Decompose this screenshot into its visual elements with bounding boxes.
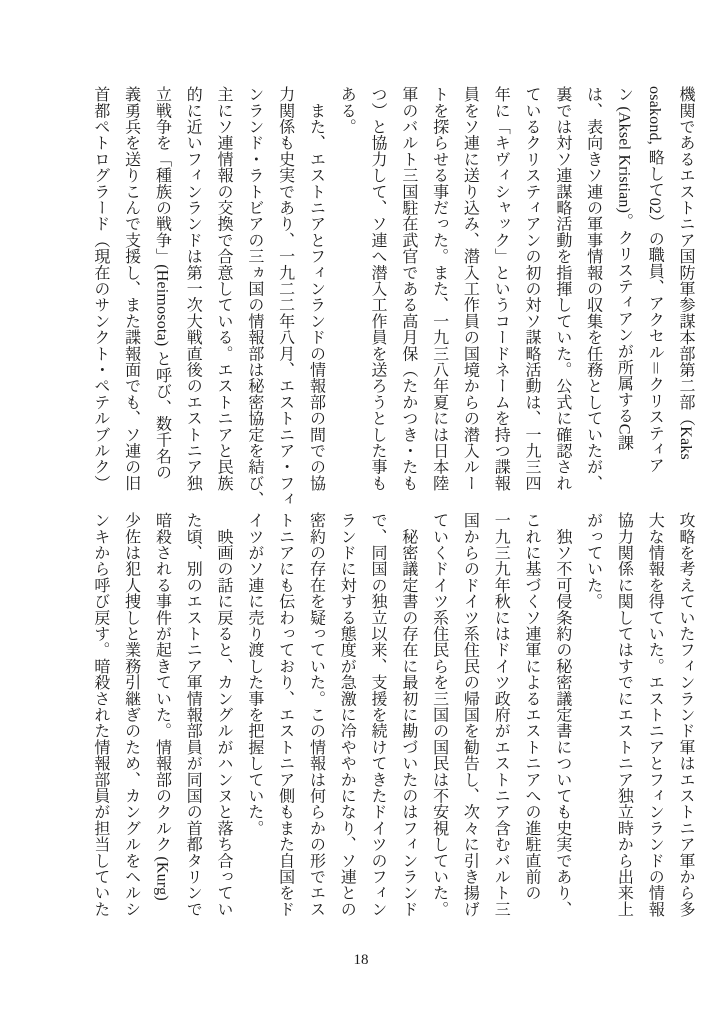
- text-line: た頃、別のエストニア軍情報部員が同国の首都タリンで: [184, 512, 202, 917]
- text-line: 力関係も史実であり、一九二二年八月、エストニア・フィ: [276, 86, 294, 508]
- text-line: ン (Aksel Kristian)。クリスティアンが所属するC課: [615, 86, 633, 451]
- text-line: 機関であるエストニア国防軍参謀本部第二部（Kaks: [677, 86, 694, 460]
- text-line: 密約の存在を疑っていた。この情報は何らかの形でエス: [307, 512, 325, 917]
- text-line: トニアにも伝わっており、エストニア側もまた自国をド: [276, 512, 294, 917]
- text-line: 暗殺される事件が起きていた。情報部のクルク (Kurg): [153, 512, 171, 901]
- text-line: ているクリスティアンの初の対ソ謀略活動は、一九三四: [523, 86, 541, 491]
- text-line: ンランド・ラトビアの三ヵ国の情報部は秘密協定を結び、: [245, 86, 263, 508]
- text-line: で、同国の独立以来、支援を続けてきたドイツのフィン: [369, 512, 387, 917]
- text-line: 首都ペトログラード（現在のサンクト・ペテルブルク）: [91, 86, 109, 491]
- page-number: 18: [353, 952, 369, 968]
- text-line: 秘密議定書の存在に最初に勘づいたのはフィンランド: [399, 512, 417, 917]
- bottom-text-block: [84, 512, 700, 936]
- text-line: 攻略を考えていたフィンランド軍はエストニア軍から多: [677, 512, 694, 917]
- top-text-block: [84, 86, 700, 510]
- text-line: は、表向きソ連の軍事情報の収集を任務としていたが、: [584, 86, 602, 491]
- text-line: ンキから呼び戻す。暗殺された情報部員が担当していた: [91, 512, 109, 917]
- text-line: 年に「キヴィシャック」というコードネームを持つ諜報: [492, 86, 510, 491]
- text-line: 義勇兵を送りこんで支援し、また諜報面でも、ソ連の旧: [122, 86, 140, 491]
- text-line: 国からのドイツ系住民の帰国を勧告し、次々に引き揚げ: [461, 512, 479, 917]
- text-line: トを探らせる事だった。また、一九三八年夏には日本陸: [430, 86, 448, 491]
- text-line: また、エストニアとフィンランドの情報部の間での協: [307, 86, 325, 491]
- text-line: がっていた。: [584, 512, 602, 610]
- text-line: 的に近いフィンランドは第一次大戦直後のエストニア独: [184, 86, 202, 491]
- text-line: 主にソ連情報の交換で合意している。エストニアと民族: [215, 86, 233, 491]
- text-line: これに基づくソ連軍によるエストニアへの進駐直前の: [523, 512, 541, 901]
- text-line: イツがソ連に売り渡した事を把握していた。: [245, 512, 263, 836]
- text-line: ランドに対する態度が急激に冷ややかになり、ソ連との: [338, 512, 356, 917]
- text-line: 立戦争を「種族の戦争」(Heimosota) と呼び、数千名の: [153, 86, 171, 481]
- text-line: 独ソ不可侵条約の秘密議定書についても史実であり、: [553, 512, 571, 917]
- text-line: 大な情報を得ていた。エストニアとフィンランドの情報: [646, 512, 664, 917]
- text-line: 軍のバルト三国駐在武官である高月保（たかつき・たも: [399, 86, 417, 491]
- text-line: 一九三九年秋にはドイツ政府がエストニア含むバルト三: [492, 512, 510, 917]
- text-line: 裏では対ソ連謀略活動を指揮していた。公式に確認され: [553, 86, 571, 491]
- text-line: 員をソ連に送り込み、潜入工作員の国境からの潜入ルー: [461, 86, 479, 491]
- text-line: ていくドイツ系住民らを三国の国民は不安視していた。: [430, 512, 448, 917]
- text-line: つ）と協力して、ソ連へ潜入工作員を送ろうとした事も: [369, 86, 387, 491]
- text-line: 少佐は犯人捜しと業務引継ぎのため、カングルをヘルシ: [122, 512, 140, 917]
- text-line: 映画の話に戻ると、カングルがハンヌと落ち合ってい: [215, 512, 233, 917]
- text-line: osakond, 略して02）の職員、アクセル＝クリスティア: [646, 86, 664, 474]
- text-line: ある。: [338, 86, 356, 135]
- text-line: 協力関係に関してはすでにエストニア独立時から出来上: [615, 512, 633, 917]
